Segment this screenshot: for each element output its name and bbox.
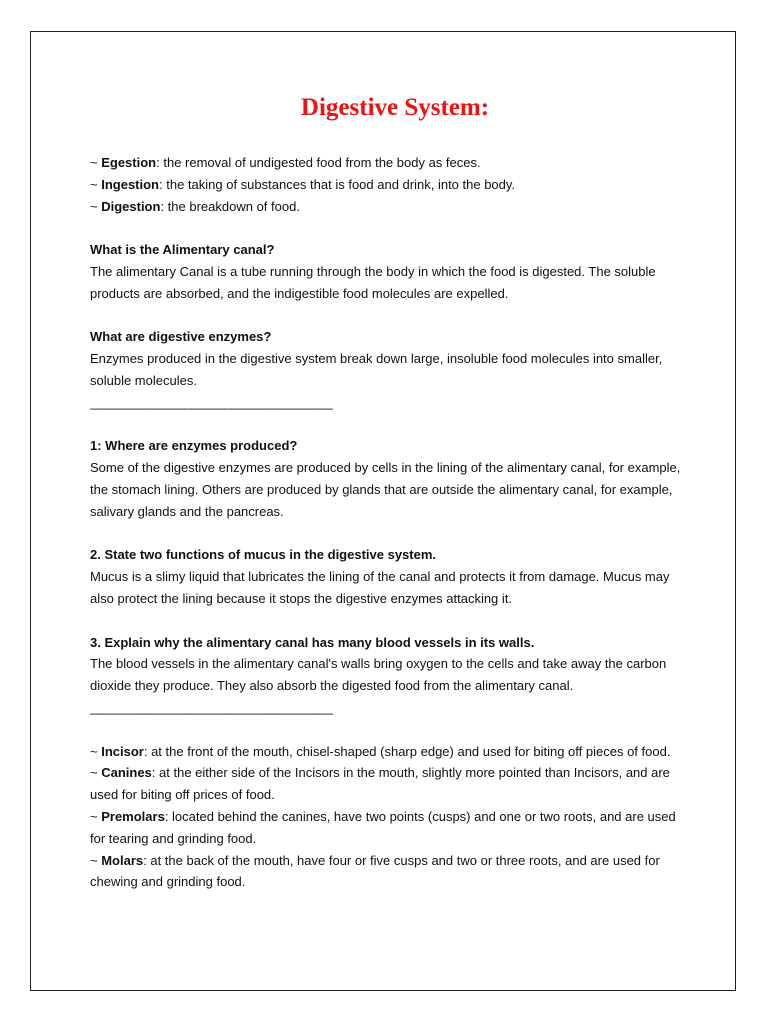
- definition-ingestion: [90, 174, 690, 196]
- definition-term: Egestion: [101, 155, 157, 170]
- spacer: [90, 217, 690, 239]
- tooth-text: : at the either side of the Incisors in the mouth, slightly more pointed than Incisors, and are used for biting off prices of food.: [90, 765, 670, 803]
- answer-alimentary-canal: The alimentary Canal is a tube running through the body in which the food is digested. The soluble products are absorbed, and the indigestible food molecules are expelled.: [90, 263, 656, 301]
- tooth-text: : at the back of the mouth, have four or five cusps and two or three roots, and are used for chewing and grinding food.: [90, 852, 660, 890]
- definition-text: : the removal of undigested food from the body as feces.: [156, 155, 481, 170]
- tooth-term: Premolars: [101, 808, 165, 824]
- definition-text: : the taking of substances that is food and drink, into the body.: [159, 176, 516, 192]
- tooth-term: Incisor: [101, 743, 144, 759]
- tooth-canines: [90, 762, 690, 806]
- question-1-answer: Some of the digestive enzymes are produced by cells in the lining of the alimentary canal, for example, the stomach lining. Others are produced by glands that are outside the alimentary canal, for example, salivary glands and the pancreas.: [90, 460, 681, 519]
- definition-egestion: [90, 152, 690, 174]
- definition-digestion: [90, 196, 690, 218]
- definition-prefix: ~: [90, 198, 102, 214]
- tooth-molars: [90, 850, 690, 894]
- spacer: [90, 414, 690, 436]
- document-title: Digestive System:: [300, 94, 490, 121]
- document-content: [90, 88, 690, 893]
- definition-term: Digestion: [101, 198, 161, 214]
- tooth-prefix: ~: [90, 743, 102, 759]
- divider-line: ____________________________________: [90, 699, 333, 715]
- tooth-incisor: [90, 741, 690, 763]
- spacer: [90, 523, 690, 545]
- question-2-answer: Mucus is a slimy liquid that lubricates the lining of the canal and protects it from damage. Mucus may also protect the lining because it stops the digestive enzymes attacking it.: [90, 569, 670, 606]
- definitions-list: [90, 152, 690, 217]
- answer-digestive-enzymes: Enzymes produced in the digestive system break down large, insoluble food molecules into smaller, soluble molecules.: [90, 351, 663, 388]
- question-3-answer: The blood vessels in the alimentary canal's walls bring oxygen to the cells and take away the carbon dioxide they produce. They also absorb the digested food from the alimentary canal.: [90, 656, 667, 694]
- tooth-premolars: [90, 806, 690, 850]
- spacer: [90, 610, 690, 632]
- spacer: [90, 719, 690, 741]
- definition-prefix: ~: [90, 176, 102, 192]
- tooth-term: Molars: [101, 852, 144, 868]
- question-heading-alimentary-canal: What is the Alimentary canal?: [90, 242, 275, 258]
- tooth-prefix: ~: [90, 852, 102, 868]
- tooth-prefix: ~: [90, 808, 102, 824]
- spacer: [90, 305, 690, 327]
- question-2-heading: 2. State two functions of mucus in the digestive system.: [90, 547, 437, 563]
- definition-term: Ingestion: [101, 176, 159, 192]
- tooth-text: : at the front of the mouth, chisel-shaped (sharp edge) and used for biting off pieces of food.: [143, 743, 671, 759]
- definition-text: : the breakdown of food.: [160, 198, 300, 214]
- divider-line: ____________________________________: [90, 394, 333, 410]
- tooth-text: : located behind the canines, have two points (cusps) and one or two roots, and are used for tearing and grinding food.: [90, 808, 676, 846]
- tooth-prefix: ~: [90, 765, 102, 781]
- definition-prefix: ~: [90, 155, 102, 170]
- tooth-term: Canines: [101, 765, 152, 781]
- question-3-heading: 3. Explain why the alimentary canal has many blood vessels in its walls.: [90, 634, 535, 650]
- question-1-heading: 1: Where are enzymes produced?: [90, 438, 298, 454]
- teeth-list: [90, 741, 690, 894]
- question-heading-digestive-enzymes: What are digestive enzymes?: [90, 329, 272, 345]
